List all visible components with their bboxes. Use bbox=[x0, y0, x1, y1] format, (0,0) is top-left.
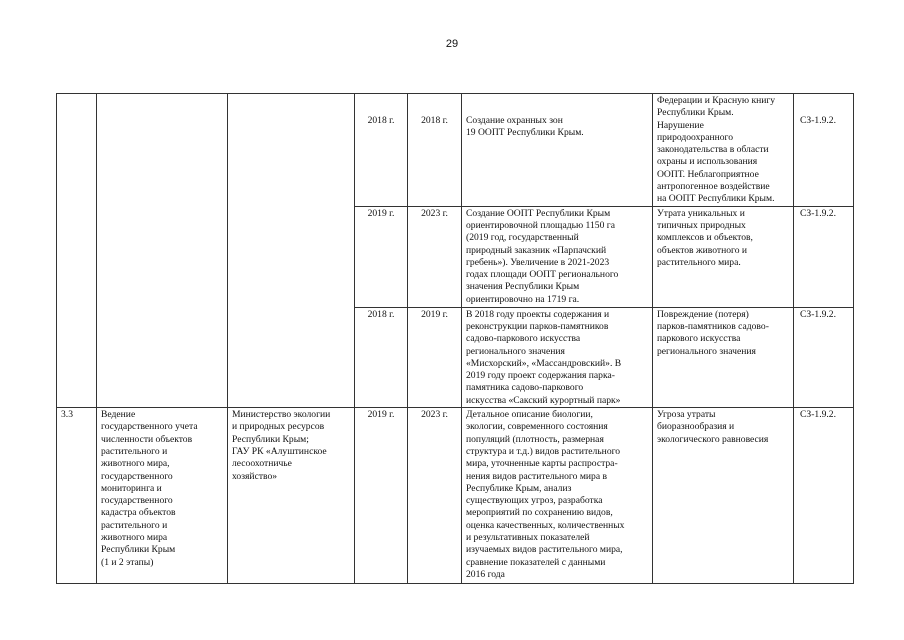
cell-risk-line: охраны и использования bbox=[657, 156, 758, 168]
cell-measure-name-line: мониторинга и bbox=[101, 482, 162, 494]
cell-risk-line: комплексов и объектов, bbox=[657, 232, 753, 244]
cell-measure-name-line: растительного и bbox=[101, 445, 168, 457]
cell-measure-name-line: государственного bbox=[101, 495, 173, 507]
cell-number bbox=[57, 206, 97, 307]
cell-risk-line: Республики Крым. bbox=[657, 107, 734, 119]
cell-executor bbox=[228, 94, 355, 207]
cell-description-line: Создание охранных зон bbox=[466, 115, 563, 126]
cell-number bbox=[57, 307, 97, 407]
cell-description-line: В 2018 году проекты содержания и bbox=[466, 308, 610, 320]
cell-risk-line: природоохранного bbox=[657, 131, 734, 143]
cell-end-year: 2019 г. bbox=[408, 307, 462, 407]
cell-description-line: мероприятий по сохранению видов, bbox=[466, 507, 613, 519]
cell-executor-line: лесоохотничье bbox=[232, 458, 292, 470]
cell-risk bbox=[653, 307, 794, 407]
cell-measure-name-line: животного мира bbox=[101, 532, 168, 544]
cell-description-line: природный заказник «Парпачский bbox=[466, 244, 607, 256]
cell-description-line: популяций (плотность, размерная bbox=[466, 433, 604, 445]
cell-code: СЗ-1.9.2. bbox=[794, 94, 854, 207]
cell-description-line: 2019 году проект содержания парка- bbox=[466, 370, 615, 382]
cell-risk-line: Угроза утраты bbox=[657, 409, 716, 421]
cell-executor-line: ГАУ РК «Алуштинское bbox=[232, 445, 327, 457]
cell-description-line: сравнение показателей с данными bbox=[466, 556, 606, 568]
cell-description-line: нения видов растительного мира в bbox=[466, 470, 608, 482]
cell-number bbox=[57, 94, 97, 207]
cell-risk-line: растительного мира. bbox=[657, 256, 741, 268]
cell-number: 3.3 bbox=[57, 408, 97, 584]
cell-description bbox=[462, 408, 653, 584]
cell-measure-name-line: государственного bbox=[101, 470, 173, 482]
cell-description bbox=[462, 94, 653, 207]
cell-risk-line: ООПТ. Неблагоприятное bbox=[657, 168, 759, 180]
cell-risk-line: Повреждение (потеря) bbox=[657, 308, 749, 320]
cell-description-line: Детальное описание биологии, bbox=[466, 409, 593, 421]
cell-measure-name bbox=[97, 94, 228, 207]
cell-risk-line: экологического равновесия bbox=[657, 433, 769, 445]
cell-executor-line: хозяйство» bbox=[232, 470, 278, 482]
cell-executor-line: и природных ресурсов bbox=[232, 421, 325, 433]
cell-description-line: экологии, современного состояния bbox=[466, 421, 608, 433]
cell-code: СЗ-1.9.2. bbox=[794, 307, 854, 407]
cell-description-line: значения Республики Крым bbox=[466, 281, 580, 293]
cell-description-line: мира, уточненные карты распростра- bbox=[466, 458, 618, 470]
cell-risk-line: на ООПТ Республики Крым. bbox=[657, 193, 775, 205]
cell-code: СЗ-1.9.2. bbox=[794, 206, 854, 307]
cell-end-year: 2023 г. bbox=[408, 206, 462, 307]
cell-description-line: и результативных показателей bbox=[466, 532, 590, 544]
cell-description-line: гребень»). Увеличение в 2021-2023 bbox=[466, 256, 610, 268]
cell-measure-name-line: кадастра объектов bbox=[101, 507, 176, 519]
cell-code: СЗ-1.9.2. bbox=[794, 408, 854, 584]
cell-measure-name-line: Республики Крым bbox=[101, 544, 176, 556]
cell-measure-name-line: (1 и 2 этапы) bbox=[101, 556, 154, 568]
cell-description-line: ориентировочно на 1719 га. bbox=[466, 293, 580, 305]
cell-risk-line: паркового искусства bbox=[657, 333, 741, 345]
cell-description-line: оценка качественных, количественных bbox=[466, 519, 625, 531]
cell-risk bbox=[653, 408, 794, 584]
cell-description-line: существующих угроз, разработка bbox=[466, 495, 603, 507]
cell-description-line: реконструкции парков-памятников bbox=[466, 320, 609, 332]
cell-description-line: памятника садово-паркового bbox=[466, 382, 584, 394]
cell-description-line: «Мисхорский», «Массандровский». В bbox=[466, 357, 622, 369]
cell-risk-line: биоразнообразия и bbox=[657, 421, 735, 433]
table-row bbox=[57, 408, 854, 584]
cell-description-line: (2019 год, государственный bbox=[466, 232, 579, 244]
cell-measure-name bbox=[97, 206, 228, 307]
cell-description-line: искусства «Сакский курортный парк» bbox=[466, 394, 621, 406]
cell-executor bbox=[228, 408, 355, 584]
cell-measure-name bbox=[97, 307, 228, 407]
cell-risk-line: Нарушение bbox=[657, 119, 704, 131]
cell-executor-line: Республики Крым; bbox=[232, 433, 309, 445]
cell-measure-name bbox=[97, 408, 228, 584]
cell-measure-name-line: численности объектов bbox=[101, 433, 193, 445]
cell-risk-line: объектов животного и bbox=[657, 244, 748, 256]
page-number: 29 bbox=[445, 38, 459, 50]
cell-description-line: годах площади ООПТ регионального bbox=[466, 269, 619, 281]
cell-risk bbox=[653, 94, 794, 207]
cell-risk-line: типичных природных bbox=[657, 219, 746, 231]
cell-risk-line: регионального значения bbox=[657, 345, 756, 357]
cell-start-year: 2018 г. bbox=[355, 94, 408, 207]
cell-description-line: садово-паркового искусства bbox=[466, 333, 581, 345]
cell-description-line: 19 ООПТ Республики Крым. bbox=[466, 127, 584, 139]
cell-description-line: изучаемых видов растительного мира, bbox=[466, 544, 623, 556]
cell-description bbox=[462, 206, 653, 307]
cell-start-year: 2018 г. bbox=[355, 307, 408, 407]
cell-measure-name-line: животного мира, bbox=[101, 458, 170, 470]
cell-risk-line: парков-памятников садово- bbox=[657, 320, 769, 332]
cell-measure-name-line: Ведение bbox=[101, 409, 136, 421]
table-row bbox=[57, 206, 854, 307]
cell-description-line: Республике Крым, анализ bbox=[466, 482, 572, 494]
cell-measure-name-line: государственного учета bbox=[101, 421, 198, 433]
cell-measure-name-line: растительного и bbox=[101, 519, 168, 531]
cell-end-year: 2018 г. bbox=[408, 94, 462, 207]
cell-risk-line: Утрата уникальных и bbox=[657, 207, 745, 219]
cell-description-line: 2016 года bbox=[466, 568, 505, 580]
cell-end-year: 2023 г. bbox=[408, 408, 462, 584]
cell-executor bbox=[228, 307, 355, 407]
table-row bbox=[57, 307, 854, 407]
cell-description-line: Создание ООПТ Республики Крым bbox=[466, 207, 611, 219]
table-row bbox=[57, 94, 854, 207]
cell-description bbox=[462, 307, 653, 407]
cell-executor-line: Министерство экологии bbox=[232, 409, 331, 421]
cell-description-line: регионального значения bbox=[466, 345, 565, 357]
cell-description-line: ориентировочной площадью 1150 га bbox=[466, 219, 615, 231]
cell-risk-line: антропогенное воздействие bbox=[657, 181, 770, 193]
cell-executor bbox=[228, 206, 355, 307]
cell-description-line: структура и т.д.) видов растительного bbox=[466, 445, 621, 457]
cell-start-year: 2019 г. bbox=[355, 206, 408, 307]
cell-start-year: 2019 г. bbox=[355, 408, 408, 584]
measures-table bbox=[56, 93, 854, 584]
cell-risk-line: Федерации и Красную книгу bbox=[657, 95, 776, 106]
cell-risk-line: законодательства в области bbox=[657, 144, 769, 156]
cell-risk bbox=[653, 206, 794, 307]
